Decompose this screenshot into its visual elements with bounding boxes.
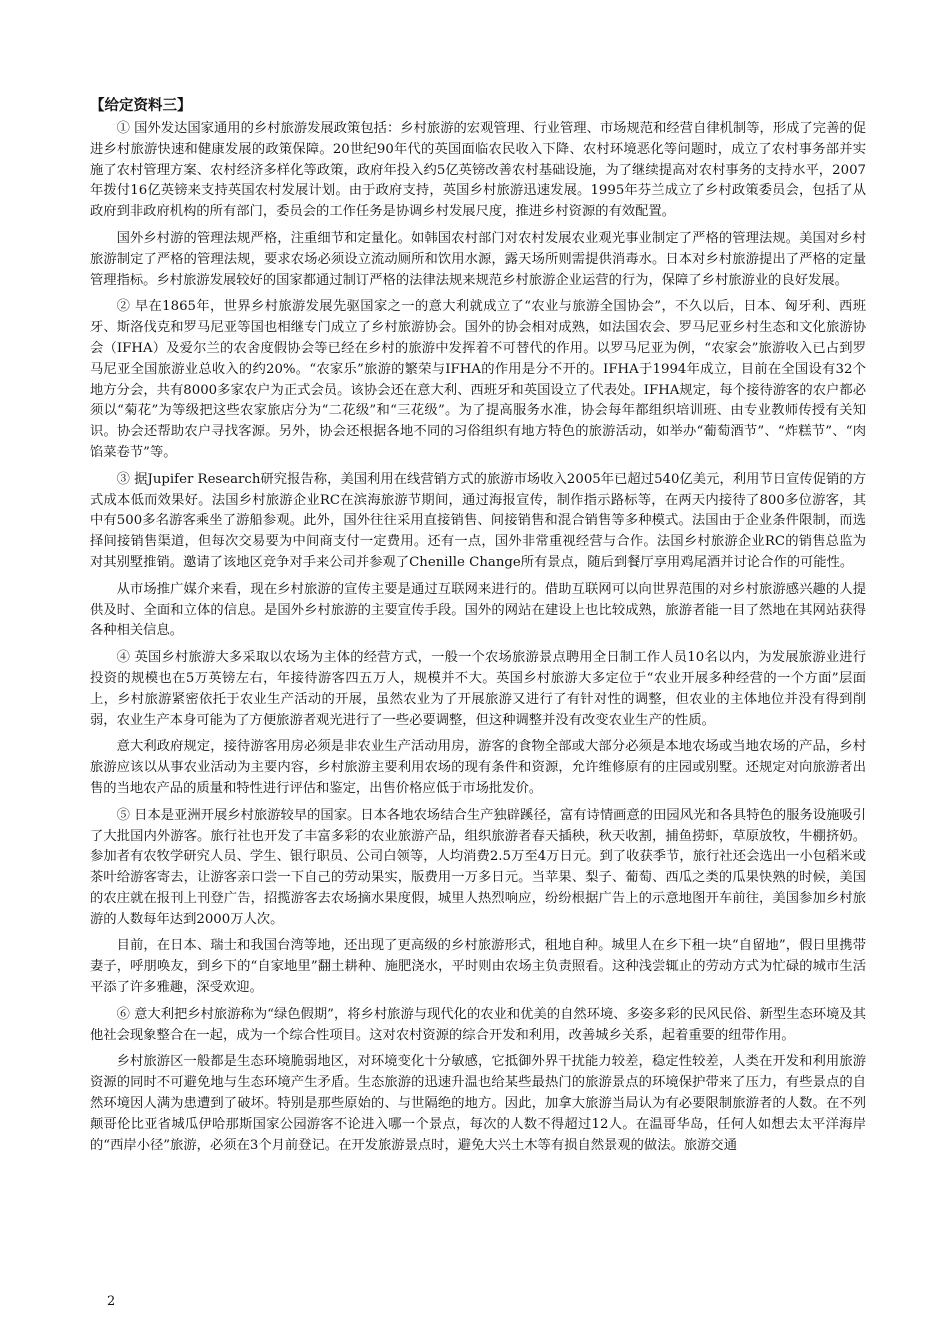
paragraph: ② 早在1865年，世界乡村旅游发展先驱国家之一的意大利就成立了“农业与旅游全国协会”，不久以后，日本、匈牙利、西班牙、斯洛伐克和罗马尼亚等国也相继专门成立了乡村旅游协会。国外的协会相对成熟，如法国农会、罗马尼亚乡村生态和文化旅游协会（IFHA）及爱尔兰的农舍度假协会等已经在乡村的旅游中发挥着不可替代的作用。以罗马尼亚为例，“农家会”旅游收入已占到罗马尼亚全国旅游业总收入的约20%。“农家乐”旅游的繁荣与IFHA的作用是分不开的。IFHA于1994年成立，目前在全国设有32个地方分会，共有8000多家农户为正式会员。该协会还在意大利、西班牙和英国设立了代表处。IFHA规定，每个接待游客的农户都必须以“菊花”为等级把这些农家旅店分为“二花级”和“三花级”。为了提高服务水准，协会每年都组织培训班、由专业教师传授有关知识。协会还帮助农户寻找客源。另外，协会还根据各地不同的习俗组织有地方特色的旅游活动，如举办“葡萄酒节”、“炸糕节”、“肉馅菜卷节”等。 [90, 299, 866, 460]
paragraph: ⑤ 日本是亚洲开展乡村旅游较早的国家。日本各地农场结合生产独辟蹊径，富有诗情画意的田园风光和各具特色的服务设施吸引了大批国内外游客。旅行社也开发了丰富多彩的农业旅游产品，组织旅游者春天插秧，秋天收割，捕鱼捞虾，草原放牧，牛棚挤奶。参加者有农牧学研究人员、学生、银行职员、公司白领等，人均消费2.5万至4万日元。到了收获季节，旅行社还会选出一小包稻米或茶叶给游客寄去，让游客亲口尝一下自己的劳动果实，版费用一万多日元。当苹果、梨子、葡萄、西瓜之类的瓜果快熟的时候，美国的农庄就在报刊上刊登广告，招揽游客去农场摘水果度假，城里人热烈响应，纷纷根据广告上的示意地图开车前往，美国参加乡村旅游的人数每年达到2000万人次。 [90, 807, 866, 927]
paragraph: 意大利政府规定，接待游客用房必须是非农业生产活动用房，游客的食物全部或大部分必须是本地农场或当地农场的产品，乡村旅游应该以从事农业活动为主要内容，乡村旅游主要利用农场的现有条件和资源，允许维修原有的庄园或别墅。还规定对向旅游者出售的当地农产品的质量和特性进行评估和鉴定，出售价格应低于市场批发价。 [90, 739, 866, 796]
section-heading: 【给定资料三】 [90, 98, 192, 114]
paragraph: 从市场推广媒介来看，现在乡村旅游的宣传主要是通过互联网来进行的。借助互联网可以向世界范围的对乡村旅游感兴趣的人提供及时、全面和立体的信息。是国外乡村旅游的主要宣传手段。国外的网站在建设上也比较成熟，旅游者能一目了然地在其网站获得各种相关信息。 [90, 581, 866, 639]
paragraph: ③ 据Jupifer Research研究报告称，美国利用在线营销方式的旅游市场收入2005年已超过540亿美元，利用节日宣传促销的方式成本低而效果好。法国乡村旅游企业RC在滨海旅游节期间，通过海报宣传，制作指示路标等，在两天内接待了800多位游客，其中有500多名游客乘坐了游船参观。此外，国外往往采用直接销售、间接销售和混合销售等多种模式。法国由于企业条件限制，而选择间接销售渠道，但每次交易要为中间商支付一定费用。还有一点，国外非常重视经营与合作。法国乡村旅游企业RC的销售总监为对其别墅推销。邀请了该地区竞争对手来公司并参观了Chenille Change所有景点，随后到餐厅享用鸡尾酒并讨论合作的可能性。 [90, 471, 866, 570]
document-body [90, 96, 866, 1162]
page-number: 2 [107, 1294, 116, 1309]
paragraph: 目前，在日本、瑞士和我国台湾等地，还出现了更高级的乡村旅游形式，租地自种。城里人在乡下租一块“自留地”，假日里携带妻子，呼朋唤友，到乡下的“自家地里”翻土耕种、施肥浇水，平时则由农场主负责照看。这种浅尝辄止的劳动方式为忙碌的城市生活平添了许多雅趣，深受欢迎。 [90, 938, 866, 996]
paragraph: ④ 英国乡村旅游大多采取以农场为主体的经营方式，一般一个农场旅游景点聘用全日制工作人员10名以内，为发展旅游业进行投资的规模也在5万英镑左右，年接待游客四五万人，规模并不大。英国乡村旅游大多定位于“农业开展多种经营的一个方面”层面上，乡村旅游紧密依托于农业生产活动的开展，虽然农业为了开展旅游又进行了有针对性的调整，但农业的主体地位并没有得到削弱，农业生产本身可能为了方便旅游者观光进行了一些必要调整，但这种调整并没有改变农业生产的性质。 [90, 650, 866, 728]
paragraph: ① 国外发达国家通用的乡村旅游发展政策包括：乡村旅游的宏观管理、行业管理、市场规范和经营自律机制等，形成了完善的促进乡村旅游快速和健康发展的政策保障。20世纪90年代的英国面临农民收入下降、农村环境恶化等问题时，成立了农村事务部并实施了农村管理方案、农村经济多样化等政策，政府年投入约5亿英镑改善农村基础设施，为了继续提高对农村事务的支持水平，2007年拨付16亿英镑来支持英国农村发展计划。由于政府支持，英国乡村旅游迅速发展。1995年芬兰成立了乡村政策委员会，包括了从政府到非政府机构的所有部门，委员会的工作任务是协调乡村发展尺度，推进乡村资源的有效配置。 [90, 121, 866, 220]
paragraph: ⑥ 意大利把乡村旅游称为“绿色假期”，将乡村旅游与现代化的农业和优美的自然环境、多姿多彩的民风民俗、新型生态环境及其他社会现象整合在一起，成为一个综合性项目。这对农村资源的综合开发和利用，改善城乡关系，起着重要的纽带作用。 [90, 1006, 866, 1043]
paragraph: 国外乡村游的管理法规严格，注重细节和定量化。如韩国农村部门对农村发展农业观光事业制定了严格的管理法规。美国对乡村旅游制定了严格的管理法规，要求农场必须设立流动厕所和饮用水源，露天场所则需提供消毒水。日本对乡村旅游提出了严格的定量管理指标。乡村旅游发展较好的国家都通过制订严格的法律法规来规范乡村旅游企业运营的行为，保障了乡村旅游业的良好发展。 [90, 230, 866, 288]
paragraph: 乡村旅游区一般都是生态环境脆弱地区，对环境变化十分敏感，它抵御外界干扰能力较差，稳定性较差，人类在开发和利用旅游资源的同时不可避免地与生态环境产生矛盾。生态旅游的迅速升温也给某些最热门的旅游景点的环境保护带来了压力，有些景点的自然环境因人满为患遭到了破坏。特别是那些原始的、与世隔绝的地方。因此，加拿大旅游当局认为有必要限制旅游者的人数。在不列颠哥伦比亚省城瓜伊哈那斯国家公园游客不论进入哪一个景点，每次的人数不得超过12人。在温哥华岛，任何人如想去太平洋海岸的“西岸小径”旅游，必须在3个月前登记。在开发旅游景点时，避免大兴土木等有损自然景观的做法。旅游交通 [90, 1054, 866, 1153]
